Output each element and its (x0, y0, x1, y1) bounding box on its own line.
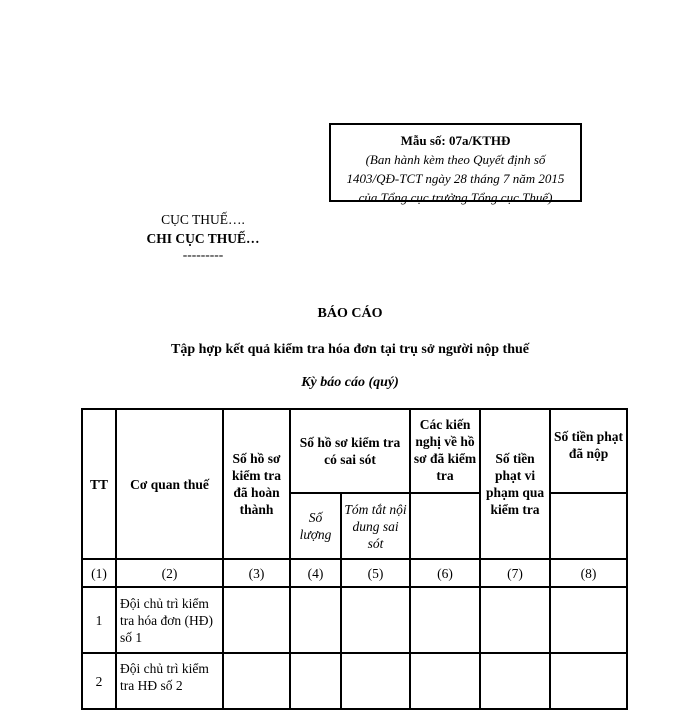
row-cell (290, 653, 341, 709)
column-number-row (82, 559, 627, 587)
colnum-8: (8) (550, 559, 627, 587)
header-tt: TT (82, 409, 116, 559)
table-row (82, 653, 627, 709)
row-cell (410, 653, 480, 709)
colnum-7: (7) (480, 559, 550, 587)
form-note-line1: (Ban hành kèm theo Quyết định số (365, 152, 546, 167)
row-agency: Đội chủ trì kiểm tra HĐ số 2 (116, 653, 223, 709)
form-note-line2: 1403/QĐ-TCT ngày 28 tháng 7 năm 2015 (346, 171, 565, 186)
header-recommendations: Các kiến nghị về hồ sơ đã kiểm tra (410, 409, 480, 493)
row-cell (223, 653, 290, 709)
form-code-box (329, 123, 582, 205)
row-agency: Đội chủ trì kiểm tra hóa đơn (HĐ) số 1 (116, 587, 223, 653)
form-note-line3: của Tổng cục trưởng Tổng cục Thuế) (358, 190, 553, 205)
table-row (82, 587, 627, 653)
form-code: Mẫu số: 07a/KTHĐ (400, 133, 511, 148)
header-error-count: Số lượng (290, 493, 341, 559)
report-table (81, 408, 628, 710)
row-cell (223, 587, 290, 653)
row-cell (480, 587, 550, 653)
row-cell (480, 653, 550, 709)
header-empty-6 (410, 493, 480, 559)
report-period: Kỳ báo cáo (quý) (301, 375, 399, 390)
header-errors-group: Số hồ sơ kiểm tra có sai sót (290, 409, 410, 493)
row-tt: 2 (82, 653, 116, 709)
header-error-summary: Tóm tắt nội dung sai sót (341, 493, 410, 559)
agency-line1: CỤC THUẾ…. (161, 212, 245, 227)
report-subtitle: Tập hợp kết quả kiểm tra hóa đơn tại trụ sở người nộp thuế (171, 342, 529, 357)
header-agency: Cơ quan thuế (116, 409, 223, 559)
row-cell (550, 587, 627, 653)
colnum-6: (6) (410, 559, 480, 587)
agency-line2: CHI CỤC THUẾ… (146, 231, 260, 246)
header-row-1 (82, 409, 627, 493)
colnum-1: (1) (82, 559, 116, 587)
header-empty-8 (550, 493, 627, 559)
header-paid: Số tiền phạt đã nộp (550, 409, 627, 493)
row-cell (341, 653, 410, 709)
agency-divider: --------- (182, 247, 224, 262)
row-cell (341, 587, 410, 653)
header-completed: Số hồ sơ kiểm tra đã hoàn thành (223, 409, 290, 559)
agency-header (130, 210, 276, 262)
colnum-4: (4) (290, 559, 341, 587)
row-cell (290, 587, 341, 653)
row-cell (550, 653, 627, 709)
row-cell (410, 587, 480, 653)
row-tt: 1 (82, 587, 116, 653)
colnum-3: (3) (223, 559, 290, 587)
colnum-5: (5) (341, 559, 410, 587)
colnum-2: (2) (116, 559, 223, 587)
report-title: BÁO CÁO (317, 306, 383, 321)
header-penalty: Số tiền phạt vi phạm qua kiểm tra (480, 409, 550, 559)
